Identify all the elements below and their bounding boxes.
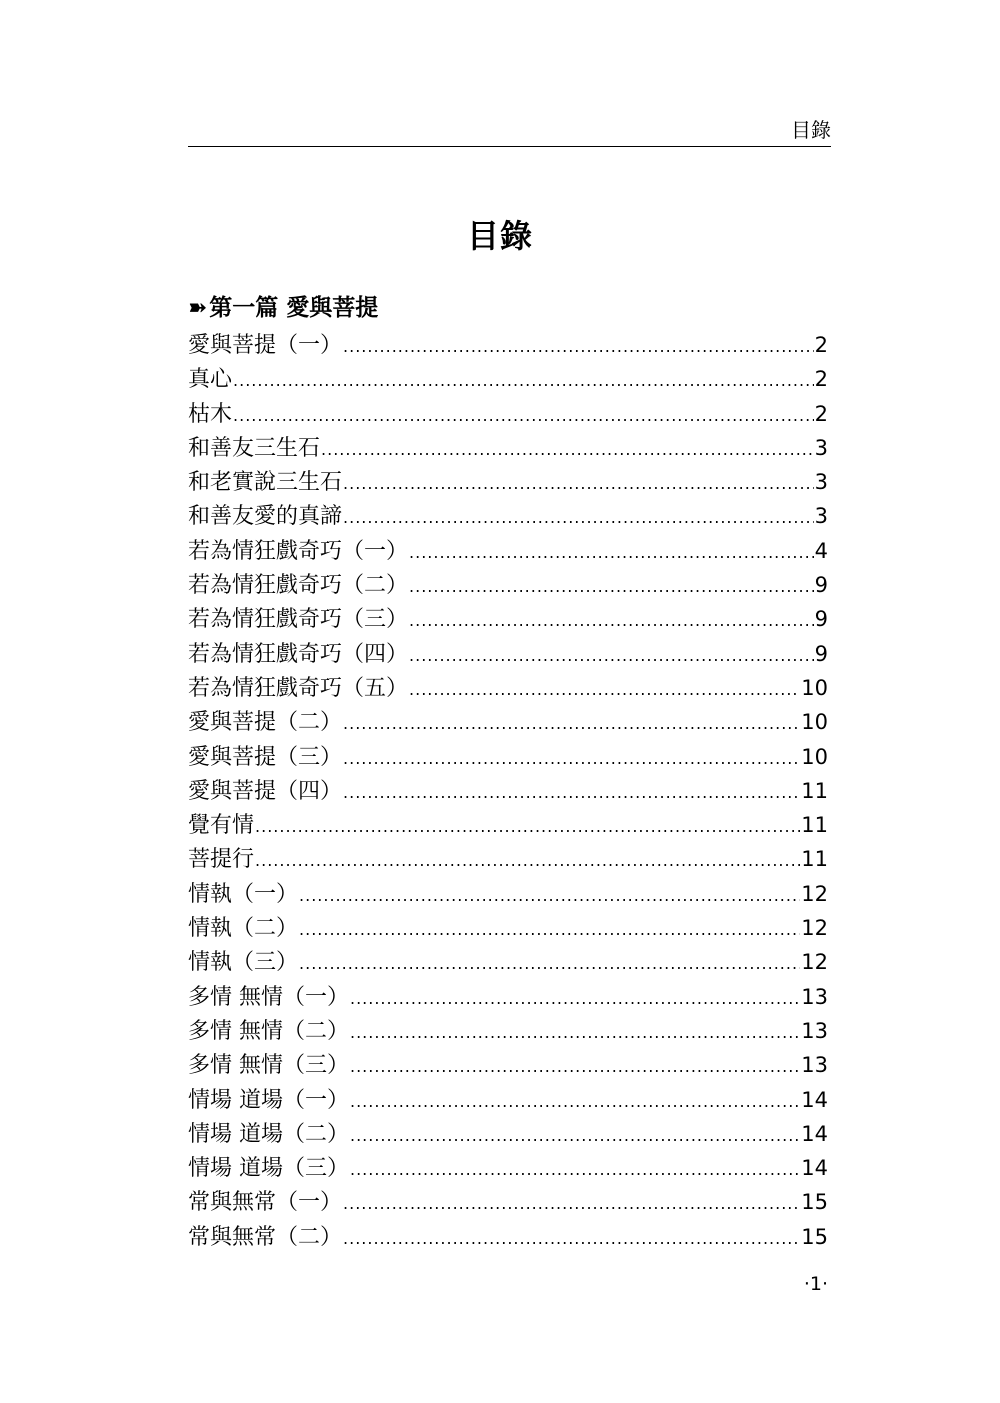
toc-entry[interactable] bbox=[188, 774, 828, 808]
toc-entry-page: 13 bbox=[801, 1018, 828, 1043]
page-number: ·1· bbox=[803, 1273, 828, 1295]
toc-entry-page: 15 bbox=[801, 1190, 828, 1215]
toc-entry-title: 和善友愛的真諦 bbox=[188, 504, 343, 530]
toc-entry-page: 10 bbox=[801, 710, 828, 735]
toc-entry-title: 情執（二） bbox=[188, 916, 299, 942]
toc-dot-leader bbox=[255, 810, 800, 842]
toc-entry-title: 情場 道場（一） bbox=[188, 1087, 349, 1113]
toc-entry[interactable] bbox=[188, 602, 828, 636]
toc-dot-leader bbox=[233, 399, 814, 431]
toc-entry-title: 情執（三） bbox=[188, 950, 299, 976]
toc-entry-page: 14 bbox=[801, 1156, 828, 1181]
toc-entry-title: 若為情狂戲奇巧（四） bbox=[188, 641, 409, 667]
toc-entry-title: 若為情狂戲奇巧（三） bbox=[188, 607, 409, 633]
toc-dot-leader bbox=[350, 1085, 800, 1117]
toc-entry[interactable] bbox=[188, 945, 828, 979]
toc-entry-page: 11 bbox=[801, 778, 828, 803]
toc-dot-leader bbox=[343, 1187, 800, 1219]
toc-entry[interactable] bbox=[188, 1185, 828, 1219]
toc-entry[interactable] bbox=[188, 671, 828, 705]
toc-dot-leader bbox=[350, 1153, 800, 1185]
toc-entry[interactable] bbox=[188, 1151, 828, 1185]
toc-dot-leader bbox=[350, 1016, 800, 1048]
toc-entry-page: 9 bbox=[814, 607, 828, 632]
toc-entry-title: 和老實說三生石 bbox=[188, 470, 343, 496]
toc-entry[interactable] bbox=[188, 499, 828, 533]
toc-entry-page: 13 bbox=[801, 984, 828, 1009]
toc-entry-page: 3 bbox=[814, 435, 828, 460]
toc-entry-page: 3 bbox=[814, 470, 828, 495]
toc-entry[interactable] bbox=[188, 568, 828, 602]
toc-dot-leader bbox=[350, 1050, 800, 1082]
toc-entry[interactable] bbox=[188, 397, 828, 431]
toc-entry[interactable] bbox=[188, 465, 828, 499]
toc-entry-page: 10 bbox=[801, 675, 828, 700]
toc-entry-title: 愛與菩提（三） bbox=[188, 744, 343, 770]
arrow-bullet-icon: ➽ bbox=[188, 295, 208, 321]
toc-entry[interactable] bbox=[188, 980, 828, 1014]
toc-entry-page: 14 bbox=[801, 1087, 828, 1112]
toc-entry[interactable] bbox=[188, 431, 828, 465]
toc-entry-title: 菩提行 bbox=[188, 847, 255, 873]
toc-entry-title: 若為情狂戲奇巧（一） bbox=[188, 538, 409, 564]
toc-entry-title: 常與無常（二） bbox=[188, 1224, 343, 1250]
toc-entry-page: 2 bbox=[814, 367, 828, 392]
toc-entry[interactable] bbox=[188, 1048, 828, 1082]
toc-entry-page: 12 bbox=[801, 881, 828, 906]
toc-dot-leader bbox=[409, 570, 814, 602]
toc-entry-title: 多情 無情（三） bbox=[188, 1053, 349, 1079]
toc-dot-leader bbox=[343, 776, 800, 808]
toc-entry-title: 情場 道場（二） bbox=[188, 1121, 349, 1147]
toc-entry-title: 和善友三生石 bbox=[188, 435, 321, 461]
toc-entry-page: 9 bbox=[814, 573, 828, 598]
toc-entry-title: 情場 道場（三） bbox=[188, 1156, 349, 1182]
toc-entry-title: 多情 無情（一） bbox=[188, 984, 349, 1010]
page-title: 目錄 bbox=[466, 217, 533, 255]
toc-entry[interactable] bbox=[188, 362, 828, 396]
toc-entry[interactable] bbox=[188, 740, 828, 774]
toc-dot-leader bbox=[409, 536, 814, 568]
toc-entry[interactable] bbox=[188, 1220, 828, 1254]
toc-dot-leader bbox=[343, 467, 814, 499]
toc-entry-page: 4 bbox=[814, 538, 828, 563]
toc-dot-leader bbox=[255, 844, 800, 876]
toc-entry[interactable] bbox=[188, 705, 828, 739]
toc-entry-page: 3 bbox=[814, 504, 828, 529]
toc-entry-title: 常與無常（一） bbox=[188, 1190, 343, 1216]
toc-entry[interactable] bbox=[188, 1014, 828, 1048]
toc-entry-title: 愛與菩提（四） bbox=[188, 778, 343, 804]
toc-entry-title: 愛與菩提（二） bbox=[188, 710, 343, 736]
toc-entry-title: 真心 bbox=[188, 367, 233, 393]
toc-entry[interactable] bbox=[188, 877, 828, 911]
toc-dot-leader bbox=[299, 913, 800, 945]
toc-entry[interactable] bbox=[188, 808, 828, 842]
toc-entry-title: 愛與菩提（一） bbox=[188, 333, 343, 358]
toc-dot-leader bbox=[299, 947, 800, 979]
toc-entry-page: 2 bbox=[814, 333, 828, 357]
toc-entry[interactable] bbox=[188, 534, 828, 568]
toc-dot-leader bbox=[343, 501, 814, 533]
toc-dot-leader bbox=[343, 1222, 800, 1254]
toc-dot-leader bbox=[299, 879, 800, 911]
toc-entry-page: 14 bbox=[801, 1121, 828, 1146]
toc-entry-title: 覺有情 bbox=[188, 813, 255, 839]
toc-dot-leader bbox=[321, 433, 814, 465]
toc-entry-page: 2 bbox=[814, 401, 828, 426]
running-header bbox=[188, 118, 831, 147]
toc-dot-leader bbox=[233, 364, 814, 396]
toc-entry-page: 11 bbox=[801, 847, 828, 872]
toc-entry-title: 若為情狂戲奇巧（二） bbox=[188, 573, 409, 599]
running-header-title: 目錄 bbox=[791, 118, 831, 142]
toc-entry-title: 多情 無情（二） bbox=[188, 1018, 349, 1044]
toc-entry-title: 情執（一） bbox=[188, 881, 299, 907]
toc-entry-title: 若為情狂戲奇巧（五） bbox=[188, 675, 409, 701]
toc-entry-title: 枯木 bbox=[188, 401, 233, 427]
toc-entry-page: 11 bbox=[801, 813, 828, 838]
toc-entry-page: 13 bbox=[801, 1053, 828, 1078]
toc-entry-page: 12 bbox=[801, 916, 828, 941]
toc-dot-leader bbox=[409, 639, 814, 671]
toc-entry-page: 10 bbox=[801, 744, 828, 769]
toc-dot-leader bbox=[350, 982, 800, 1014]
table-of-contents bbox=[188, 328, 828, 1254]
toc-dot-leader bbox=[343, 330, 814, 362]
toc-entry[interactable] bbox=[188, 637, 828, 671]
toc-entry-page: 15 bbox=[801, 1224, 828, 1249]
toc-entry[interactable] bbox=[188, 911, 828, 945]
toc-dot-leader bbox=[409, 604, 814, 636]
toc-entry[interactable] bbox=[188, 328, 828, 362]
toc-dot-leader bbox=[343, 707, 800, 739]
toc-entry-page: 9 bbox=[814, 641, 828, 666]
toc-entry[interactable] bbox=[188, 1117, 828, 1151]
toc-dot-leader bbox=[409, 673, 800, 705]
toc-dot-leader bbox=[343, 742, 800, 774]
toc-entry[interactable] bbox=[188, 842, 828, 876]
part-title: 第一篇 愛與菩提 bbox=[209, 295, 379, 321]
toc-entry-page: 12 bbox=[801, 950, 828, 975]
part-heading bbox=[188, 292, 378, 324]
toc-dot-leader bbox=[350, 1119, 800, 1151]
toc-entry[interactable] bbox=[188, 1083, 828, 1117]
